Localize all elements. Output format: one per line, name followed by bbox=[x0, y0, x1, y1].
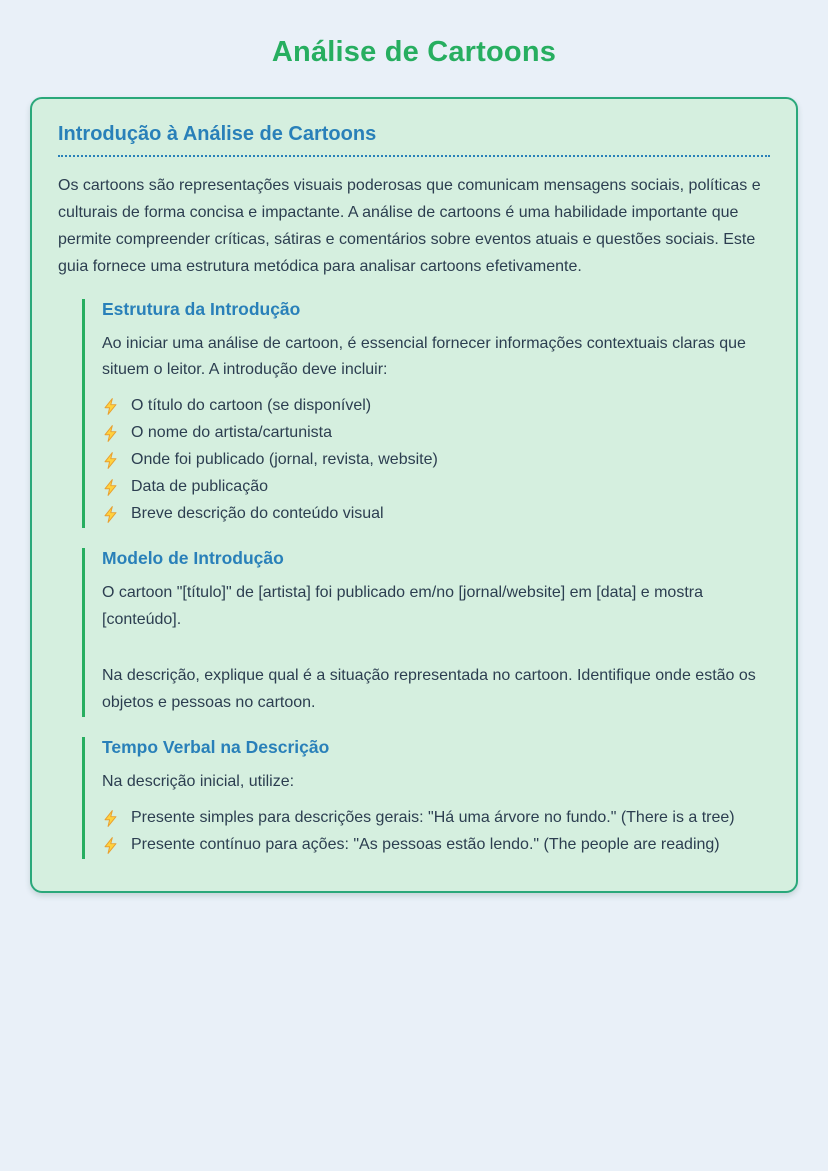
lightning-icon bbox=[102, 810, 118, 827]
subsection-paragraph: O cartoon "[título]" de [artista] foi publicado em/no [jornal/website] em [data] e mostra [conteúdo]. bbox=[102, 583, 703, 628]
lightning-icon bbox=[102, 479, 118, 496]
subsection-heading: Modelo de Introdução bbox=[102, 547, 284, 568]
list-item-text: Presente contínuo para ações: "As pessoas estão lendo." (The people are reading) bbox=[131, 835, 720, 853]
lightning-icon bbox=[102, 398, 118, 415]
list-item-text: Data de publicação bbox=[131, 477, 268, 495]
lightning-icon bbox=[102, 837, 118, 854]
subsection-paragraph: Na descrição inicial, utilize: bbox=[102, 773, 295, 791]
list-item-text: Onde foi publicado (jornal, revista, website) bbox=[131, 451, 438, 468]
bullet-list bbox=[102, 393, 770, 527]
subsection-paragraph: Na descrição, explique qual é a situação representada no cartoon. Identifique onde estão os objetos e pessoas no cartoon. bbox=[102, 667, 756, 712]
card-heading: Introdução à Análise de Cartoons bbox=[58, 123, 770, 157]
subsection-modelo-de-introducao bbox=[82, 548, 770, 718]
list-item-text: Presente simples para descrições gerais: "Há uma árvore no fundo." (There is a tree) bbox=[131, 809, 735, 826]
list-item bbox=[102, 832, 770, 859]
subsection-paragraph: Ao iniciar uma análise de cartoon, é essencial fornecer informações contextuais claras que situem o leitor. A introdução deve incluir: bbox=[102, 334, 746, 379]
list-item-text: Breve descrição do conteúdo visual bbox=[131, 504, 384, 522]
list-item bbox=[102, 393, 770, 420]
list-item bbox=[102, 805, 770, 832]
list-item bbox=[102, 474, 770, 501]
list-item bbox=[102, 501, 770, 528]
page-title: Análise de Cartoons bbox=[271, 36, 557, 68]
bullet-list bbox=[102, 805, 770, 859]
list-item-text: O título do cartoon (se disponível) bbox=[131, 397, 372, 415]
list-item bbox=[102, 447, 770, 474]
intro-card bbox=[30, 97, 798, 893]
lightning-icon bbox=[102, 425, 118, 442]
lightning-icon bbox=[102, 452, 118, 469]
subsection-heading: Estrutura da Introdução bbox=[102, 298, 301, 319]
intro-paragraph: Os cartoons são representações visuais poderosas que comunicam mensagens sociais, políticas e culturais de forma concisa e impactante. A análise de cartoons é uma habilidade importante que permite compreender críticas, sátiras e comentários sobre eventos atuais e questões sociais. Este guia fornece uma estrutura metódica para analisar cartoons efetivamente. bbox=[58, 177, 761, 275]
list-item bbox=[102, 420, 770, 447]
subsection-tempo-verbal bbox=[82, 737, 770, 859]
subsection-estrutura-da-introducao bbox=[82, 299, 770, 528]
lightning-icon bbox=[102, 506, 118, 523]
subsection-heading: Tempo Verbal na Descrição bbox=[102, 737, 330, 758]
list-item-text: O nome do artista/cartunista bbox=[131, 424, 332, 442]
